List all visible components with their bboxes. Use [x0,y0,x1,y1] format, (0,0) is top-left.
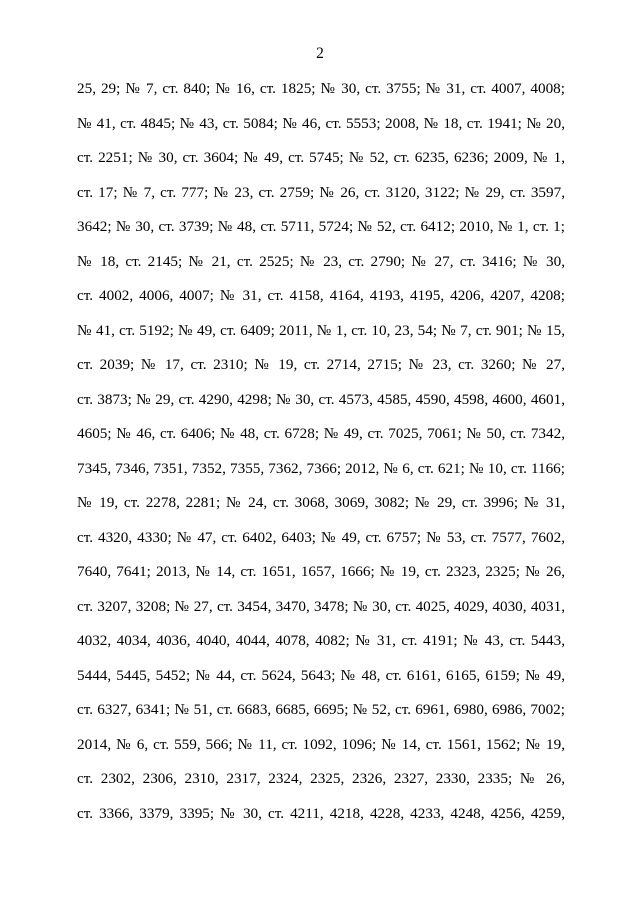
text-line: 5444, 5445, 5452; № 44, ст. 5624, 5643; № 48, ст. 6161, 6165, 6159; № 49, [77,666,565,684]
page-number: 2 [316,45,324,62]
text-line: ст. 3207, 3208; № 27, ст. 3454, 3470, 3478; № 30, ст. 4025, 4029, 4030, 4031, [77,597,565,615]
text-line: ст. 17; № 7, ст. 777; № 23, ст. 2759; № 26, ст. 3120, 3122; № 29, ст. 3597, [77,183,565,201]
text-line: ст. 2251; № 30, ст. 3604; № 49, ст. 5745; № 52, ст. 6235, 6236; 2009, № 1, [77,149,565,166]
text-line: 2014, № 6, ст. 559, 566; № 11, ст. 1092, 1096; № 14, ст. 1561, 1562; № 19, [77,735,565,753]
text-line: ст. 3366, 3379, 3395; № 30, ст. 4211, 4218, 4228, 4233, 4248, 4256, 4259, [77,804,565,822]
text-line: 4605; № 46, ст. 6406; № 48, ст. 6728; № 49, ст. 7025, 7061; № 50, ст. 7342, [77,425,565,442]
text-line: № 18, ст. 2145; № 21, ст. 2525; № 23, ст. 2790; № 27, ст. 3416; № 30, [77,252,565,270]
text-line: 3642; № 30, ст. 3739; № 48, ст. 5711, 5724; № 52, ст. 6412; 2010, № 1, ст. 1; [77,218,565,235]
text-line: 4032, 4034, 4036, 4040, 4044, 4078, 4082; № 31, ст. 4191; № 43, ст. 5443, [77,632,565,649]
text-line: 25, 29; № 7, ст. 840; № 16, ст. 1825; № 30, ст. 3755; № 31, ст. 4007, 4008; [77,80,565,97]
text-line: 7640, 7641; 2013, № 14, ст. 1651, 1657, 1666; № 19, ст. 2323, 2325; № 26, [77,563,565,580]
text-line: № 41, ст. 5192; № 49, ст. 6409; 2011, № 1, ст. 10, 23, 54; № 7, ст. 901; № 15, [77,321,565,339]
text-line: ст. 4002, 4006, 4007; № 31, ст. 4158, 4164, 4193, 4195, 4206, 4207, 4208; [77,287,565,304]
text-line: ст. 2302, 2306, 2310, 2317, 2324, 2325, 2326, 2327, 2330, 2335; № 26, [77,770,565,787]
body-text [77,79,565,838]
text-line: № 41, ст. 4845; № 43, ст. 5084; № 46, ст. 5553; 2008, № 18, ст. 1941; № 20, [77,114,565,132]
text-line: № 19, ст. 2278, 2281; № 24, ст. 3068, 3069, 3082; № 29, ст. 3996; № 31, [77,494,565,511]
text-line: ст. 2039; № 17, ст. 2310; № 19, ст. 2714, 2715; № 23, ст. 3260; № 27, [77,356,565,373]
text-line: ст. 3873; № 29, ст. 4290, 4298; № 30, ст. 4573, 4585, 4590, 4598, 4600, 4601, [77,390,565,408]
text-line: ст. 6327, 6341; № 51, ст. 6683, 6685, 6695; № 52, ст. 6961, 6980, 6986, 7002; [77,701,565,718]
text-line: 7345, 7346, 7351, 7352, 7355, 7362, 7366; 2012, № 6, ст. 621; № 10, ст. 1166; [77,459,565,477]
text-line: ст. 4320, 4330; № 47, ст. 6402, 6403; № 49, ст. 6757; № 53, ст. 7577, 7602, [77,528,565,546]
